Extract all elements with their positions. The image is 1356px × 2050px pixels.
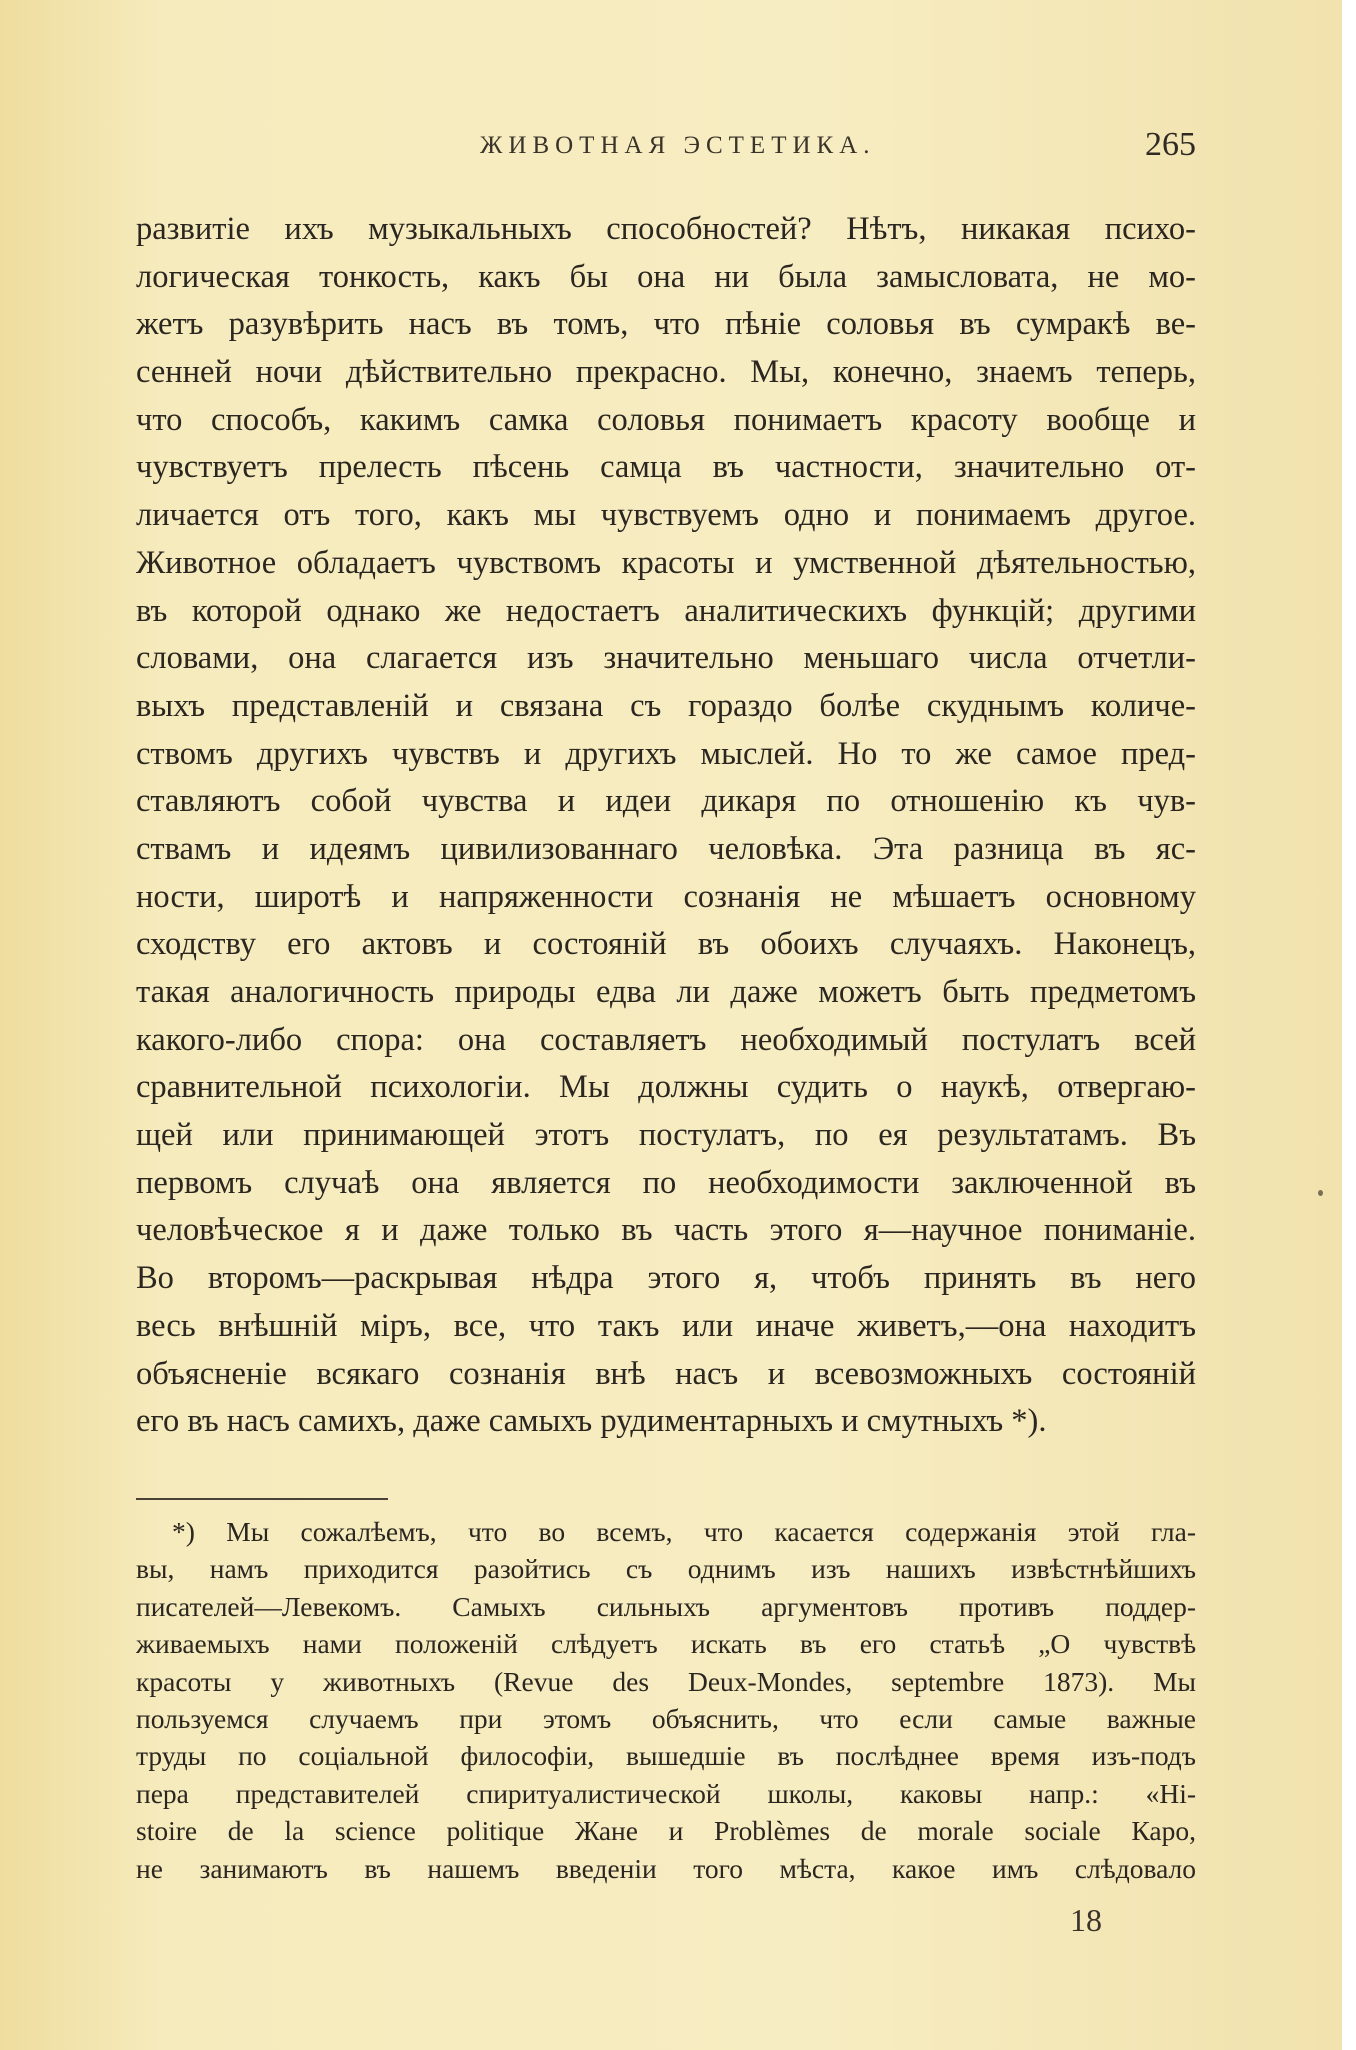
text-line: чувствуетъ прелесть пѣсень самца въ частности, значительно от- (136, 449, 1196, 486)
text-line: Животное обладаетъ чувствомъ красоты и умственной дѣятельностью, (136, 544, 1196, 581)
text-line: первомъ случаѣ она является по необходимости заключенной въ (136, 1164, 1196, 1201)
text-line: ности, широтѣ и напряженности сознанія не мѣшаетъ основному (136, 878, 1196, 915)
text-line: развитіе ихъ музыкальныхъ способностей? Нѣтъ, никакая психо- (136, 211, 1196, 247)
text-line: какого-либо спора: она составляетъ необходимый постулатъ всей (136, 1021, 1196, 1058)
text-line: весь внѣшній міръ, все, что такъ или иначе живетъ,—она находитъ (136, 1307, 1196, 1344)
text-line: ствамъ и идеямъ цивилизованнаго человѣка. Эта разница въ яс- (136, 830, 1196, 867)
text-line: его въ насъ самихъ, даже самыхъ рудиментарныхъ и смутныхъ *). (136, 1403, 1047, 1440)
text-line: Во второмъ—раскрывая нѣдра этого я, чтобъ принять въ него (136, 1260, 1196, 1297)
footnote-line: пользуемся случаемъ при этомъ объяснить, что если самые важные (136, 1702, 1196, 1734)
text-line: ставляютъ собой чувства и идеи дикаря по отношенію къ чув- (136, 783, 1196, 820)
footnote-line: красоты у животныхъ (Revue des Deux-Mondes, septembre 1873). Мы (136, 1665, 1196, 1697)
text-line: логическая тонкость, какъ бы она ни была замысловата, не мо- (136, 258, 1196, 295)
text-line: личается отъ того, какъ мы чувствуемъ одно и понимаемъ другое. (136, 497, 1196, 534)
page-number: 265 (1145, 126, 1196, 163)
running-head: ЖИВОТНАЯ ЭСТЕТИКА. (480, 132, 876, 159)
text-line: жетъ разувѣрить насъ въ томъ, что пѣніе соловья въ сумракѣ ве- (136, 306, 1196, 343)
footnote-line: не занимаютъ въ нашемъ введеніи того мѣста, какое имъ слѣдовало (136, 1852, 1196, 1884)
footnote (136, 1513, 1196, 1887)
paper-speck (1318, 1190, 1323, 1196)
text-line: сходству его актовъ и состояній въ обоихъ случаяхъ. Наконецъ, (136, 926, 1196, 963)
text-line: словами, она слагается изъ значительно меньшаго числа отчетли- (136, 640, 1196, 677)
footnote-line: вы, намъ приходится разойтись съ однимъ изъ нашихъ извѣстнѣйшихъ (136, 1553, 1196, 1585)
text-line: человѣческое я и даже только въ часть этого я—научное пониманіе. (136, 1212, 1196, 1249)
text-line: такая аналогичность природы едва ли даже можетъ быть предметомъ (136, 974, 1196, 1010)
signature-mark: 18 (1070, 1902, 1102, 1938)
footnote-line: труды по соціальной философіи, вышедшіе въ послѣднее время изъ-подъ (136, 1740, 1196, 1772)
text-line: въ которой однако же недостаетъ аналитическихъ функцій; другими (136, 592, 1196, 629)
footnote-line: *) Мы сожалѣемъ, что во всемъ, что касается содержанія этой гла- (172, 1516, 1196, 1547)
text-line: объясненіе всякаго сознанія внѣ насъ и всевозможныхъ состояній (136, 1355, 1196, 1392)
text-line: щей или принимающей этотъ постулатъ, по ея результатамъ. Въ (136, 1117, 1196, 1154)
footnote-line: живаемыхъ нами положеній слѣдуетъ искать въ его статьѣ „О чувствѣ (136, 1628, 1196, 1660)
footnote-line: stoire de la science politique Жане и Problèmes de morale sociale Каро, (136, 1815, 1196, 1847)
main-text (136, 206, 1196, 1446)
footnote-divider (136, 1498, 388, 1500)
text-line: ствомъ другихъ чувствъ и другихъ мыслей. Но то же самое пред- (136, 735, 1196, 772)
footnote-line: писателей—Левекомъ. Самыхъ сильныхъ аргументовъ противъ поддер- (136, 1590, 1196, 1622)
footnote-line: пера представителей спиритуалистической школы, каковы напр.: «Hi- (136, 1777, 1196, 1809)
text-line: что способъ, какимъ самка соловья понимаетъ красоту вообще и (136, 401, 1196, 438)
text-line: выхъ представленій и связана съ гораздо болѣе скуднымъ количе- (136, 687, 1196, 724)
text-line: сравнительной психологіи. Мы должны судить о наукѣ, отвергаю- (136, 1069, 1196, 1106)
text-line: сенней ночи дѣйствительно прекрасно. Мы, конечно, знаемъ теперь, (136, 354, 1196, 391)
